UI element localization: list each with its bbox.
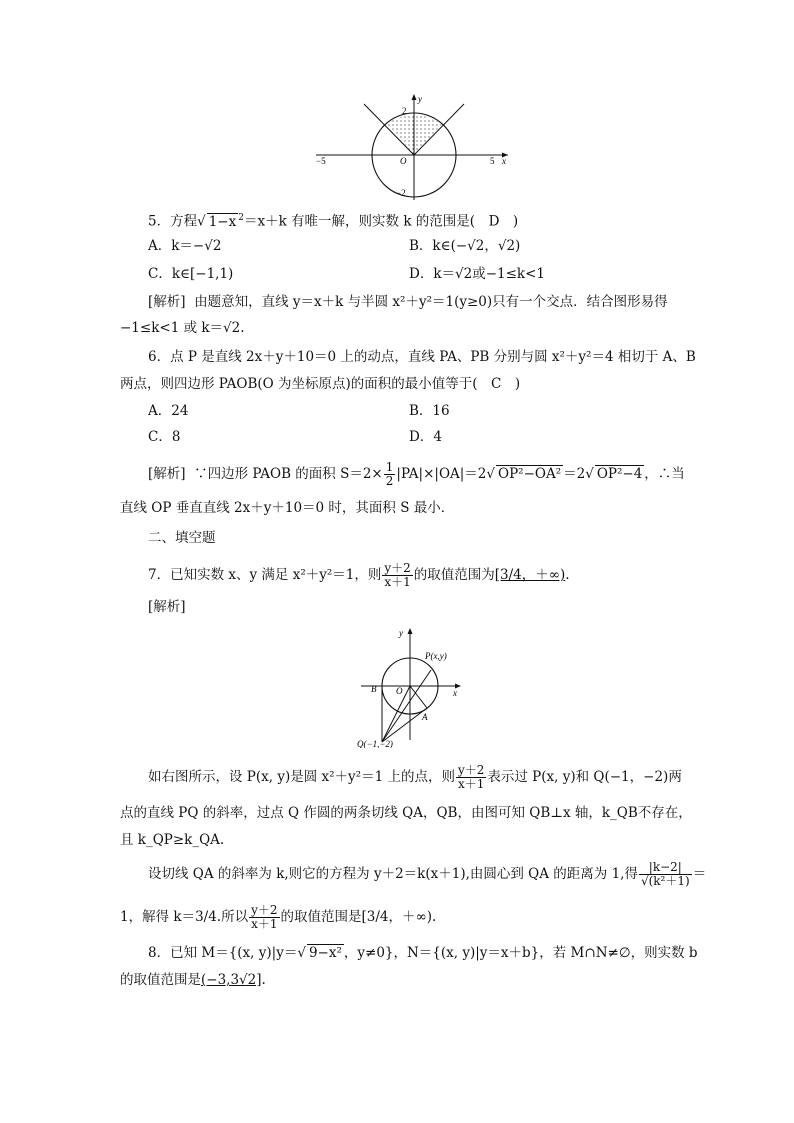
q7-frac-den: x＋1 [384, 575, 411, 589]
q7-p5-den: x＋1 [251, 917, 278, 931]
q6-stem-2: 两点，则四边形 PAOB(O 为坐标原点)的面积的最小值等于( C ) [120, 376, 521, 392]
q7-para-4 [148, 858, 706, 890]
section-fill-in: 二、填空题 [148, 530, 216, 546]
q6-solution-label: [解析] [148, 466, 186, 482]
q5-option-b: B．k∈(−√2，√2) [409, 238, 521, 254]
q5-solution-text: 由题意知，直线 y＝x＋k 与半圆 x²＋y²＝1(y≥0)只有一个交点．结合图形易得 [194, 294, 668, 310]
q5-stem-a: 5．方程 [148, 213, 198, 230]
tick-bottom: −2 [396, 188, 406, 198]
q6-option-c: C．8 [148, 429, 181, 445]
q8-line-2 [120, 970, 266, 990]
line-QP [382, 670, 431, 742]
q7-fraction [382, 562, 412, 589]
figure-semicircle [312, 92, 516, 204]
tick-left: −5 [316, 156, 326, 166]
tick-right: 5 [490, 156, 495, 166]
q8-sqrt-sign: √ [297, 945, 306, 961]
q7-p5-a: 1，解得 k＝ [120, 909, 196, 925]
q6-option-d: D．4 [409, 429, 442, 445]
Q-label: Q(−1,−2) [357, 739, 393, 748]
q7-stem-a: 7．已知实数 x、y 满足 x²＋y²＝1，则 [148, 567, 382, 583]
q5-option-d: D．k＝√2或−1≤k<1 [409, 266, 545, 282]
q6-solution-2: 直线 OP 垂直直线 2x＋y＋10＝0 时，其面积 S 最小． [120, 500, 455, 516]
q5-stem: 5．方程√ 1−x $^2$＝x＋k 有唯一解，则实数 k 的范围是( D ) [148, 213, 519, 230]
q6-option-a: A．24 [148, 403, 189, 419]
q7-p4-b: ＝ [692, 866, 707, 882]
q6-option-b: B．16 [409, 403, 450, 419]
q7-para-3: 且 k_QP≥k_QA. [120, 832, 225, 848]
O-label: O [396, 686, 403, 696]
q6-sol-a: ∵四边形 PAOB 的面积 S＝2× [194, 466, 383, 482]
q5-solution-2: −1≤k<1 或 k＝√2. [120, 320, 245, 336]
q8-l2-a: 的取值范围是 [120, 972, 201, 988]
q7-p5-d: 3/4 [366, 909, 389, 925]
q8-answer: (−3,3√2] [201, 972, 262, 988]
q7-p1-a: 如右图所示，设 P(x, y)是圆 x²＋y²＝1 上的点，则 [148, 769, 455, 785]
q5-stem-b: ＝x＋k 有唯一解，则实数 k 的范围是( D ) [243, 213, 519, 230]
figure-tangent-lines [355, 624, 467, 748]
x-label: x [453, 688, 457, 698]
q6-sol-b: |PA|×|OA|＝2 [396, 466, 487, 482]
q8-l2-b: . [261, 972, 266, 988]
q7-p5-b: .所以 [216, 909, 249, 925]
q7-answer: [3/4，＋∞) [494, 567, 566, 583]
q7-p1-b: 表示过 P(x, y)和 Q(−1，−2)两 [487, 769, 682, 785]
origin-label: O [400, 156, 407, 166]
q7-p5-k: 3/4 [195, 909, 217, 925]
y-label: y [418, 94, 422, 104]
q7-p1-num: y＋2 [457, 763, 485, 777]
q7-p4-den: √(k²＋1) [640, 874, 690, 888]
q7-frac-num: y＋2 [384, 561, 411, 575]
q7-p4-a: 设切线 QA 的斜率为 k,则它的方程为 y＋2＝k(x＋1),由圆心到 QA 的距离为 1,得 [148, 866, 638, 882]
q7-p1-fraction [456, 764, 486, 791]
q5-option-c: C．k∈[−1,1) [148, 266, 234, 282]
q7-stem [148, 560, 570, 590]
q7-para-5 [120, 902, 436, 932]
q5-sqrt-sign: √ [197, 213, 206, 230]
q6-stem-1: 6．点 P 是直线 2x＋y＋10＝0 上的动点，直线 PA、PB 分别与圆 x²＋y²＝4 相切于 A、B [148, 349, 696, 365]
A-label: A [422, 712, 428, 722]
q6-half-fraction: $\frac{1}{2}$ [385, 460, 394, 488]
q6-sqrt2-sign: √ [585, 466, 594, 482]
q7-stem-c: . [565, 567, 570, 583]
q5-radicand: 1−x [208, 213, 237, 230]
x-label: x [502, 156, 506, 166]
q6-sol-d: ，∴当 [644, 466, 685, 482]
q7-solution-label: [解析] [148, 599, 186, 615]
y-label: y [399, 628, 403, 638]
q8-l1-a: 8．已知 M＝{(x, y)|y＝ [148, 945, 298, 961]
q6-solution-1 [148, 459, 685, 489]
q7-p5-e: ，＋∞). [388, 909, 437, 925]
tick-top: 2 [402, 106, 407, 116]
P-label: P(x,y) [425, 651, 447, 661]
q7-p5-num: y＋2 [251, 903, 278, 917]
q5-option-a: A．k＝−√2 [148, 238, 222, 254]
q7-p1-den: x＋1 [457, 777, 485, 791]
q5-solution-label: [解析] [148, 294, 186, 310]
q7-para-2: 点的直线 PQ 的斜率，过点 Q 作圆的两条切线 QA，QB，由图可知 QB⊥x 轴，k_QB不存在， [120, 805, 692, 821]
q6-sqrt1-sign: √ [486, 466, 496, 482]
q7-stem-b: 的取值范围为 [413, 567, 495, 583]
q7-para-1 [148, 762, 682, 792]
q7-p5-c: 的取值范围是[ [280, 909, 367, 925]
q7-p4-num: |k−2| [639, 861, 692, 875]
B-label: B [371, 684, 377, 694]
q7-p5-fraction [249, 904, 279, 931]
q7-p4-fraction [639, 861, 692, 888]
q8-line-1 [148, 943, 698, 963]
q5-solution-1 [148, 292, 668, 312]
q8-l1-b: ，y≠0}，N＝{(x, y)|y＝x＋b}，若 M∩N≠∅，则实数 b [343, 945, 698, 961]
q6-sqrt2: OP²−4 [596, 466, 643, 482]
q8-radicand: 9−x² [308, 945, 342, 961]
q6-sol-c: ＝2 [563, 466, 586, 482]
q6-sqrt1: OP²−OA² [498, 466, 562, 482]
